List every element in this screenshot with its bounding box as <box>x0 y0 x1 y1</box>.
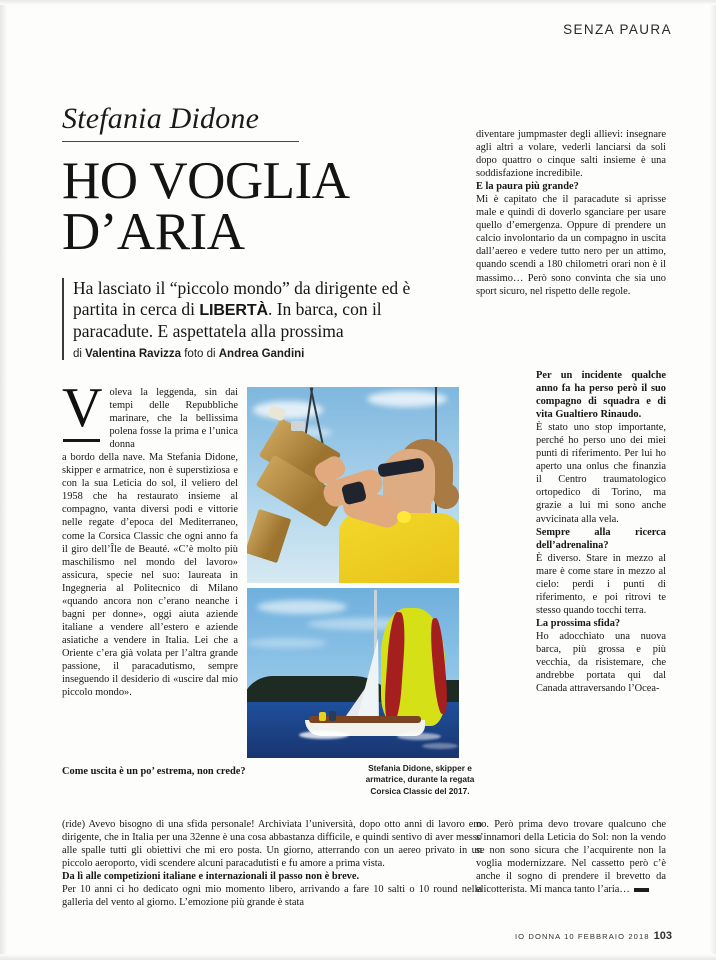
question-heading-5: Sempre alla ricerca dell’adrenalina? <box>536 526 666 551</box>
crew-figure <box>329 711 336 721</box>
page-edge-bottom <box>0 954 716 960</box>
standfirst-block <box>62 278 437 360</box>
shirt-detail <box>397 511 411 523</box>
column-right-bottom <box>476 818 666 896</box>
question-heading-6: La prossima sfida? <box>536 617 621 629</box>
standfirst-part-b: . In barca, con il paracadute. E aspettatela alla prossima <box>73 298 382 341</box>
stern-wake <box>397 733 441 740</box>
standfirst-part-a: Ha lasciato il “piccolo mondo” da dirigente ed è partita in cerca di <box>73 277 411 319</box>
answer-paragraph-4: È stato uno stop importante, perché ho perso uno dei miei punti di riferimento. Per lui ho aperto una onlus che finanzia il Centro traumatologico ortopedico di Torino, ma grazie a lui mi sono anche avvicinata alla vela. <box>536 422 666 525</box>
kicker-underline <box>62 141 299 142</box>
question-heading-3: E la paura più grande? <box>476 181 579 193</box>
photo-caption: Stefania Didone, skipper e armatrice, durante la regata Corsica Classic del 2017. <box>365 763 475 796</box>
sailor-at-mast-photo <box>247 387 459 583</box>
answer-paragraph-6-wide <box>476 818 666 896</box>
drop-cap: V <box>62 387 102 451</box>
credit-photographer: Andrea Gandini <box>218 347 305 360</box>
shackle-fitting <box>291 421 305 431</box>
answer-paragraph-1: (ride) Avevo bisogno di una sfida personale! Archiviata l’università, dopo otto anni di lavoro ero dirigente, che in Italia per una 32enne è una cosa abbastanza difficile, e quindi sentivo di aver messo alle spalle tutti gli obiettivi che mi ero posta. Un giorno, atterrando con un aereo privato in un piccolo aeroporto, vidi scendere alcuni paracadutisti e fu amore a prima vista. <box>62 819 482 870</box>
column-left-wide <box>62 818 482 909</box>
credit-prefix: di <box>73 347 86 360</box>
footer-publication: IO DONNA 10 FEBBRAIO 2018 <box>514 932 650 941</box>
page-number: 103 <box>653 930 672 942</box>
column-right-narrow <box>536 369 666 695</box>
sailboat-spinnaker-photo <box>247 588 459 758</box>
column-right-top <box>476 128 666 298</box>
page-edge-left <box>0 0 7 960</box>
page-edge-right <box>710 0 716 960</box>
question-heading-2: Da lì alle competizioni italiane e internazionali il passo non è breve. <box>62 871 360 883</box>
question-heading-1: Come uscita è un po’ estrema, non crede? <box>62 766 246 777</box>
body-paragraph-jumpmaster: diventare jumpmaster degli allievi: insegnare agli altri a volare, vederli lanciarsi da soli dopo quattro o cinque salti insieme è una soddisfazione incredibile. <box>476 129 666 180</box>
headline-line-1: HO VOGLIA <box>62 151 350 210</box>
standfirst-text <box>73 278 435 342</box>
end-mark <box>634 888 649 892</box>
standfirst-rule <box>62 278 64 360</box>
wake-trail <box>422 743 458 749</box>
title-block <box>62 103 437 360</box>
credit-writer: Valentina Ravizza <box>85 347 182 360</box>
page-title <box>62 151 437 261</box>
crew-figure <box>319 712 326 721</box>
page-footer <box>515 930 672 942</box>
cloud-shape <box>257 600 347 614</box>
answer-paragraph-3: Mi è capitato che il paracadute si aprisse male e quindi di doverlo sganciare per usare quello d’emergenza. Oppure di prendere un calcio involontario da un compagno in uscita dall’aereo e vedere tutto nero per un attimo, quando scendi a 180 chilometri orari non è il massimo… Però sono convinta che sia uno sport sicuro, nel rispetto delle regole. <box>476 194 666 297</box>
cloud-shape <box>247 638 327 648</box>
hair-bun <box>433 483 459 509</box>
kicker-name: Stefania Didone <box>62 102 260 135</box>
page-edge-top <box>0 0 716 5</box>
answer-paragraph-6-narrow: Ho adocchiato una nuova barca, più grossa e più vecchia, da risistemare, che andrebbe portata qui dal Canada attraversando l’Ocea- <box>536 630 666 695</box>
headline-line-2: D’ARIA <box>62 202 245 261</box>
bow-wake <box>299 731 349 739</box>
column-left-top <box>62 377 238 699</box>
column-left-mid <box>62 765 356 778</box>
question-heading-4: Per un incidente qualche anno fa ha perso però il suo compagno di squadra e di vita Gualtiero Rinaudo. <box>536 370 666 421</box>
answer-6-wide-text: no. Però prima devo trovare qualcuno che s’innamori della Leticia do Sol: non la vendo se non sono sicura che l’acquirente non la voglia modernizzare. Nel cassetto però c’è anche il sogno di prendere il brevetto da elicotterista. Mi manca tanto l’aria… <box>476 819 666 896</box>
byline-credits <box>73 348 435 360</box>
body-paragraph-intro: a bordo della nave. Ma Stefania Didone, skipper e armatrice, non è superstiziosa e con la sua Leticia do sol, il veliero del 1958 che ha restaurato insieme al compagno, vanta diversi podi e vittorie nelle regate d’epoca del Mediterraneo, come la Corsica Classic che ogni anno fa il giro dell’Île de Beauté. «C’è molto più maschilismo nel mondo del lavoro» assicura, specie nel suo: laureata in Ingegneria al Politecnico di Milano «quando ancora non c’erano neanche i bagni per donne», oggi aiuta aziende italiane a vendere all’estero e aziende asiatiche a vendere in Italia. Lei che a Oriente c’era già volata per l’altra grande passione, il paracadutismo, sempre inseguendo il desiderio di «uscire dal mio piccolo mondo». <box>62 452 238 699</box>
answer-paragraph-5: È diverso. Stare in mezzo al mare è come stare in mezzo al cielo: perdi i punti di riferimento, e poi ritrovi te stesso quando tocchi terra. <box>536 552 666 616</box>
standfirst-highlight: LIBERTÀ <box>199 301 268 319</box>
answer-paragraph-2: Per 10 anni ci ho dedicato ogni mio momento libero, arrivando a fare 10 salti o 10 round nella galleria del vento al giorno. L’emozione più grande è stata <box>62 884 482 909</box>
intro-text: oleva la leggenda, sin dai tempi delle Repubbliche marinare, che la bellissima polena fosse la prima e l’unica donna <box>109 387 238 451</box>
running-head: SENZA PAURA <box>563 22 672 37</box>
credit-middle: foto di <box>181 347 219 360</box>
dropcap-line <box>62 377 238 451</box>
yellow-shirt <box>339 513 459 583</box>
